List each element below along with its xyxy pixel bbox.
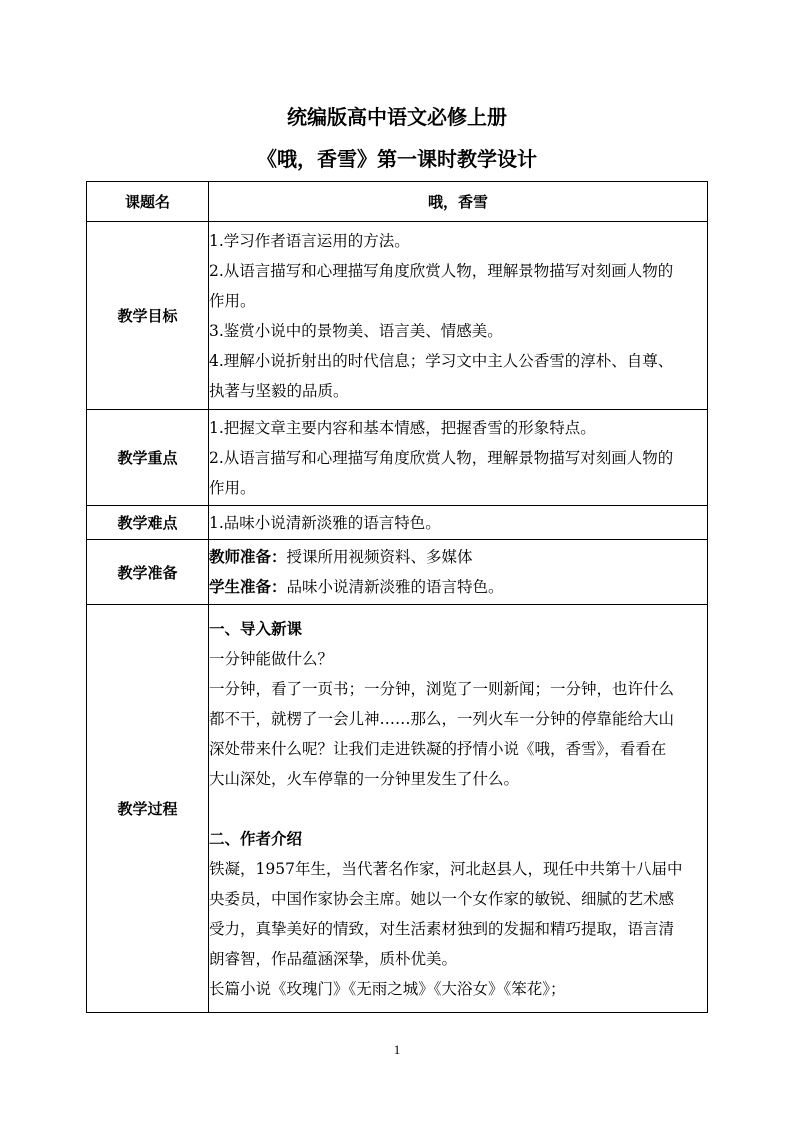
goals-line: 1.学习作者语言运用的方法。	[209, 231, 410, 250]
goals-line: 作用。	[209, 291, 256, 310]
process-line: 铁凝，1957年生，当代著名作家，河北赵县人，现任中共第十八届中	[209, 859, 683, 878]
lesson-plan-table	[86, 181, 708, 1013]
process-line: 受力，真挚美好的情致，对生活素材独到的发掘和精巧提取，语言清	[209, 919, 675, 938]
table-row-process	[87, 605, 708, 1013]
section-heading-author-text: 二、作者介绍	[209, 828, 303, 848]
blank-line	[209, 794, 707, 824]
teacher-preparation	[209, 542, 707, 572]
goals-line: 4.理解小说折射出的时代信息；学习文中主人公香雪的淳朴、自尊、	[209, 351, 674, 370]
difficulty-line: 1.品味小说清新淡雅的语言特色。	[209, 513, 441, 532]
difficulty-label: 教学难点	[87, 506, 209, 540]
topic-label: 课题名	[87, 182, 209, 222]
process-line: 大山深处，火车停靠的一分钟里发生了什么。	[209, 769, 520, 788]
process-content	[209, 605, 708, 1013]
preparation-label: 教学准备	[87, 540, 209, 605]
process-line: 一分钟能做什么？	[209, 649, 334, 668]
preparation-content	[209, 540, 708, 605]
document-subtitle: 《哦，香雪》第一课时教学设计	[257, 147, 537, 171]
process-label: 教学过程	[87, 605, 209, 1013]
process-line: 朗睿智，作品蕴涵深挚，质朴优美。	[209, 949, 458, 968]
goals-line: 3.鉴赏小说中的景物美、语言美、情感美。	[209, 321, 503, 340]
document-title: 统编版高中语文必修上册	[287, 105, 507, 129]
process-line: 深处带来什么呢？让我们走进铁凝的抒情小说《哦，香雪》，看看在	[209, 739, 667, 758]
table-row-key-points	[87, 410, 708, 506]
table-row-preparation	[87, 540, 708, 605]
process-line: 央委员，中国作家协会主席。她以一个女作家的敏锐、细腻的艺术感	[209, 889, 675, 908]
goals-line: 2.从语言描写和心理描写角度欣赏人物，理解景物描写对刻画人物的	[209, 261, 674, 280]
process-line: 长篇小说《玫瑰门》《无雨之城》《大浴女》《笨花》；	[209, 979, 566, 998]
student-preparation-label: 学生准备：	[209, 577, 287, 596]
table-row-difficulty	[87, 506, 708, 540]
student-preparation-text: 品味小说清新淡雅的语言特色。	[286, 578, 504, 596]
teacher-preparation-text: 授课所用视频资料、多媒体	[286, 548, 473, 566]
key-points-line: 作用。	[209, 478, 256, 497]
section-heading-intro-text: 一、导入新课	[209, 618, 303, 638]
goals-label: 教学目标	[87, 222, 209, 410]
section-heading-author	[209, 824, 707, 854]
table-row-topic	[87, 182, 708, 222]
key-points-line: 1.把握文章主要内容和基本情感，把握香雪的形象特点。	[209, 418, 596, 437]
section-heading-intro	[209, 614, 707, 644]
teacher-preparation-label: 教师准备：	[209, 547, 287, 566]
key-points-line: 2.从语言描写和心理描写角度欣赏人物，理解景物描写对刻画人物的	[209, 448, 674, 467]
key-points-content	[209, 410, 708, 506]
table-row-goals	[87, 222, 708, 410]
goals-line: 执著与坚毅的品质。	[209, 381, 349, 400]
key-points-label: 教学重点	[87, 410, 209, 506]
goals-content	[209, 222, 708, 410]
page-number: 1	[393, 1042, 401, 1057]
difficulty-content	[209, 506, 708, 540]
process-line: 都不干，就楞了一会儿神……那么，一列火车一分钟的停靠能给大山	[209, 709, 675, 728]
topic-value: 哦，香雪	[209, 182, 708, 222]
process-line: 一分钟，看了一页书；一分钟，浏览了一则新闻；一分钟，也许什么	[209, 679, 675, 698]
student-preparation	[209, 572, 707, 602]
